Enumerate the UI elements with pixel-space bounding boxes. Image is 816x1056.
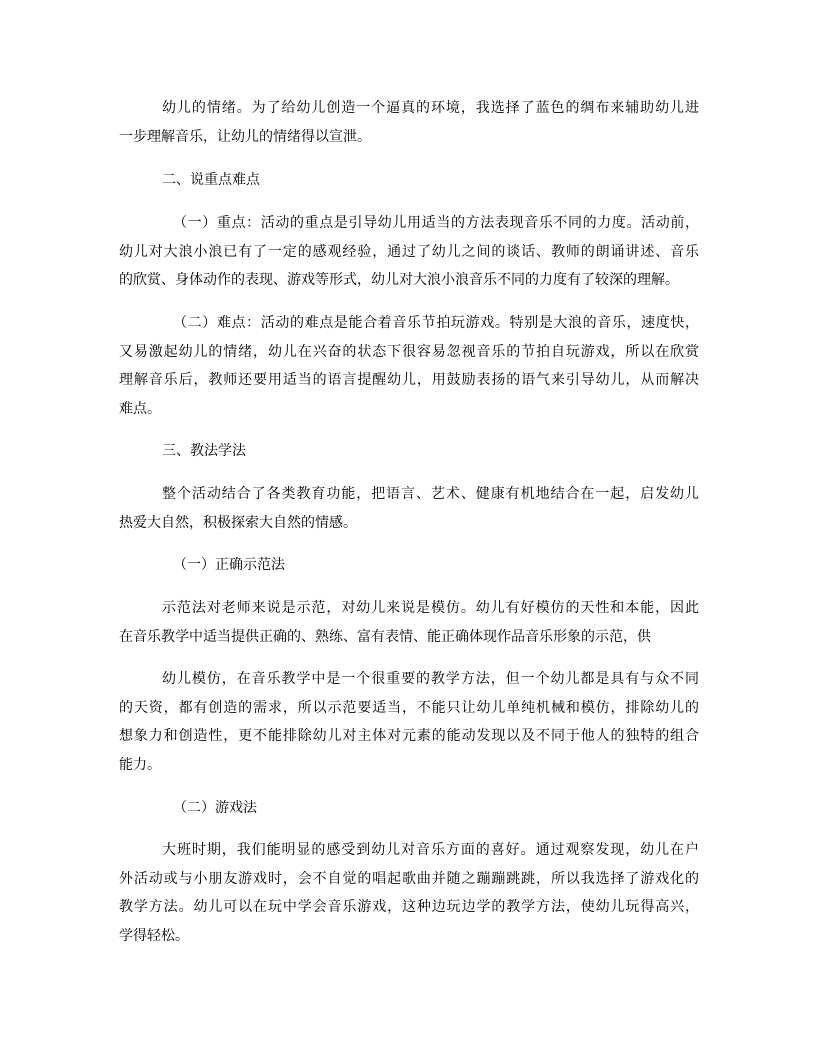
- paragraph-difficult-point: [119, 309, 699, 423]
- text-line: 示范法对老师来说是示范，对幼儿来说是模仿。幼儿有好模仿的天性和本能，因此: [162, 600, 699, 616]
- text-line: 难点。: [119, 400, 161, 417]
- heading-game-method: [119, 794, 699, 823]
- text-line: 一步理解音乐，让幼儿的情绪得以宣泄。: [119, 128, 371, 145]
- text-line: 大班时期，我们能明显的感受到幼儿对音乐方面的喜好。通过观察发现，幼儿在户: [162, 842, 699, 858]
- text-line: （二）难点：活动的难点是能合着音乐节拍玩游戏。特别是大浪的音乐，速度快，: [173, 315, 699, 331]
- text-line: 又易激起幼儿的情绪，幼儿在兴奋的状态下很容易忽视音乐的节拍自玩游戏，所以在欣赏: [119, 343, 699, 360]
- text-line: 外活动或与小朋友游戏时，会不自觉的唱起歌曲并随之蹦蹦跳跳，所以我选择了游戏化的: [119, 870, 699, 887]
- heading-key-difficult-points: [119, 166, 699, 195]
- paragraph-intro: [119, 94, 699, 151]
- text-line: 想象力和创造性，更不能排除幼儿对主体对元素的能动发现以及不同于他人的独特的组合: [119, 728, 699, 744]
- text-line: 幼儿对大浪小浪已有了一定的感观经验，通过了幼儿之间的谈话、教师的朗诵讲述、音乐: [119, 243, 699, 260]
- text-line: 热爱大自然，积极探索大自然的情感。: [119, 514, 357, 531]
- text-line: 在音乐教学中适当提供正确的、熟练、富有表情、能正确体现作品音乐形象的示范，供: [119, 628, 651, 645]
- text-line: 整个活动结合了各类教育功能，把语言、艺术、健康有机地结合在一起，启发幼儿: [162, 486, 699, 502]
- text-line: 理解音乐后，教师还要用适当的语言提醒幼儿，用鼓励表扬的语气来引导幼儿，从而解决: [119, 372, 699, 388]
- text-line: 教学方法。幼儿可以在玩中学会音乐游戏，这种边玩边学的教学方法，使幼儿玩得高兴，: [119, 899, 699, 915]
- text-line: （一）重点：活动的重点是引导幼儿用适当的方法表现音乐不同的力度。活动前，: [173, 215, 699, 231]
- text-line: 能力。: [119, 756, 161, 773]
- subsection-heading: （二）游戏法: [173, 800, 257, 816]
- heading-teaching-methods: [119, 437, 699, 466]
- text-line: 学得轻松。: [119, 927, 189, 944]
- text-line: 的欣赏、身体动作的表现、游戏等形式，幼儿对大浪小浪音乐不同的力度有了较深的理解。: [119, 272, 679, 288]
- section-heading: 三、教法学法: [162, 443, 246, 459]
- paragraph-overview: [119, 480, 699, 537]
- paragraph-imitation: [119, 665, 699, 779]
- section-heading: 二、说重点难点: [162, 172, 260, 188]
- paragraph-game: [119, 836, 699, 950]
- text-line: 幼儿模仿，在音乐教学中是一个很重要的教学方法，但一个幼儿都是具有与众不同: [162, 671, 699, 687]
- paragraph-demonstration: [119, 594, 699, 651]
- text-line: 幼儿的情绪。为了给幼儿创造一个逼真的环境，我选择了蓝色的绸布来辅助幼儿进: [162, 100, 699, 116]
- subsection-heading: （一）正确示范法: [173, 557, 285, 573]
- paragraph-key-point: [119, 209, 699, 295]
- heading-demonstration-method: [119, 551, 699, 580]
- text-line: 的天资，都有创造的需求，所以示范要适当，不能只让幼儿单纯机械和模仿，排除幼儿的: [119, 699, 699, 716]
